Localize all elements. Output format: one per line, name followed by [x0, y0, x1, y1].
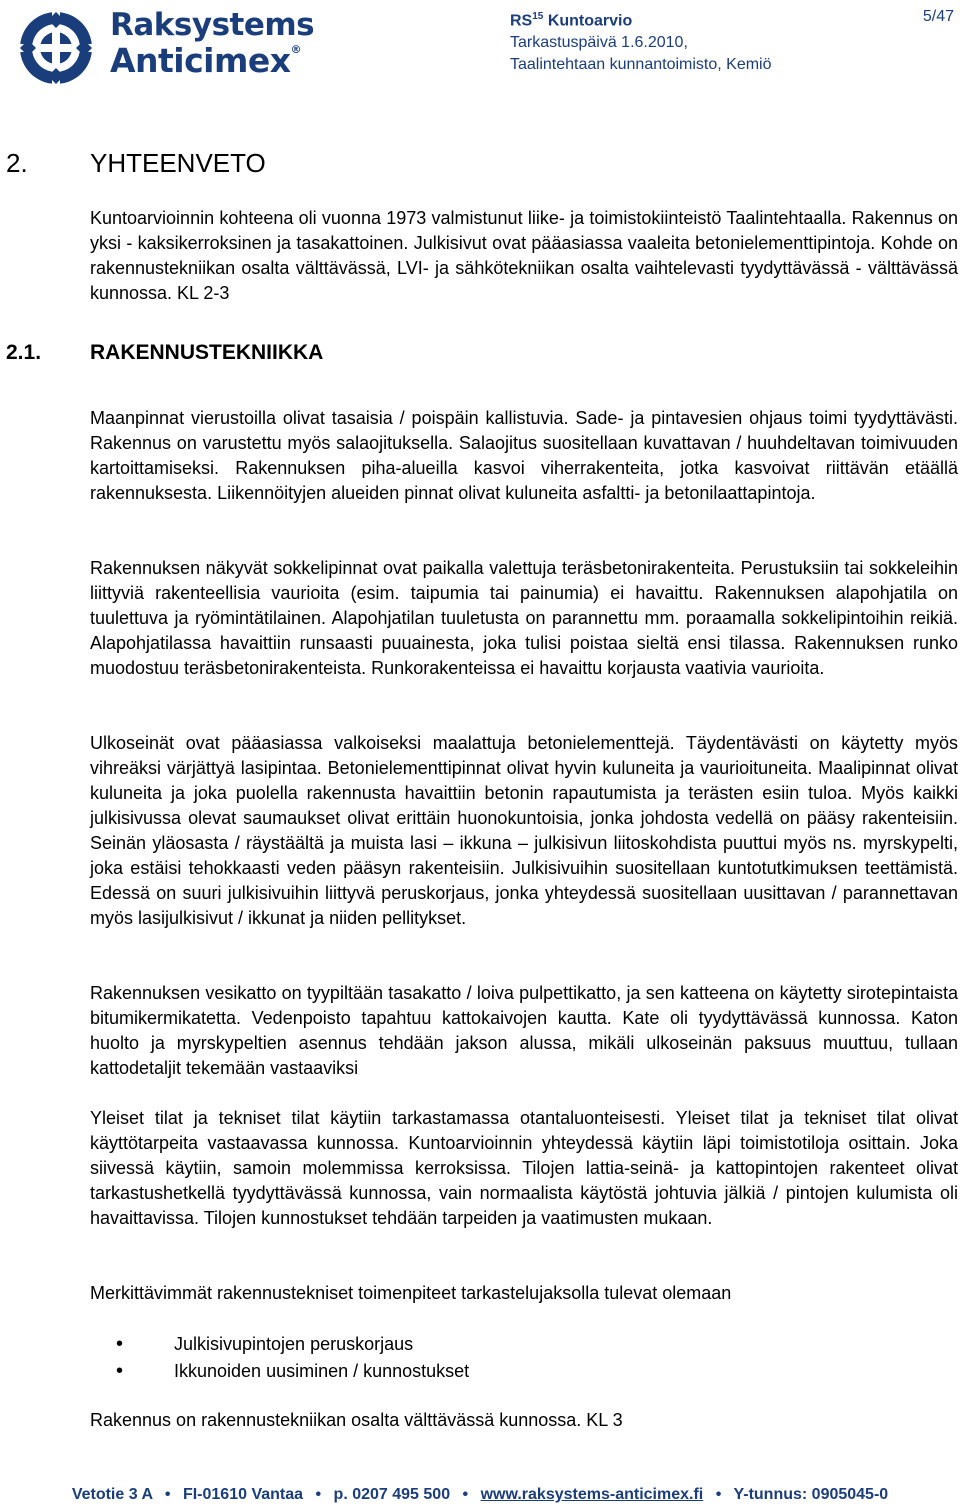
inspection-location: Taalintehtaan kunnantoimisto, Kemiö [510, 56, 772, 74]
paragraph-interiors: Yleiset tilat ja tekniset tilat käytiin tarkastamassa otantaluonteisesti. Yleiset tilat ja tekniset tilat olivat käyttötarpeita vastaavassa kunnossa. Kuntoarvioinnin yhteydessä käytiin läpi toimistotiloja osittain. Joka siivessä käytiin, samoin molemmissa kerroksissa. Tilojen lattia-seinä- ja kattopintojen rakenteet olivat tarkastushetkellä tyydyttävässä kunnossa, vain normaalista käytöstä johtuvia jälkiä / pintojen kulumista oli havaittavissa. Tilojen kunnostukset tehdään tarpeiden ja vaatimusten mukaan. [90, 1108, 958, 1228]
logo-line-anticimex [110, 41, 302, 80]
subsection-number: 2.1. [6, 341, 42, 364]
inspection-date: Tarkastuspäivä 1.6.2010, [510, 34, 688, 52]
measures-list [90, 1331, 950, 1385]
section-title: YHTEENVETO [90, 148, 266, 178]
paragraph-foundation: Rakennuksen näkyvät sokkelipinnat ovat paikalla valettuja teräsbetonirakenteita. Perustuksiin tai sokkeleihin liittyviä rakenteellisia vaurioita (esim. taipumia tai painumia) ei havaittu. Rakennuksen alapohjatila on tuulettuva ja ryömintätilainen. Alapohjatilan tuuletusta on parannettu mm. poraamalla sokkelipintoihin reikiä. Alapohjatilassa havaittiin runsaasti puuainesta, joka tulisi poistaa sieltä ensi tilassa. Rakennuksen runko muodostuu teräsbetonirakenteista. Runkorakenteissa ei havaittu korjausta vaativia vaurioita. [90, 558, 958, 678]
anticimex-emblem-icon [6, 4, 106, 86]
footer-business-id: Y-tunnus: 0905045-0 [733, 1486, 889, 1503]
list-item: • Ikkunoiden uusiminen / kunnostukset [90, 1358, 950, 1385]
report-title [510, 6, 772, 32]
list-item: • Julkisivupintojen peruskorjaus [90, 1331, 950, 1358]
report-title-prefix: RS [510, 12, 533, 30]
report-title-suffix: Kuntoarvio [547, 12, 633, 30]
subsection-title: RAKENNUSTEKNIIKKA [90, 341, 324, 364]
page-footer [0, 1486, 960, 1504]
report-title-sup: 15 [532, 11, 544, 22]
paragraph-facade: Ulkoseinät ovat pääasiassa valkoiseksi maalattuja betonielementtejä. Täydentävästi on käytetty myös vihreäksi värjättyä lasipintaa. Betonielementtipinnat olivat hyvin kuluneita ja vaurioituneita. Maalipinnat olivat kuluneita ja joka puolella rakennusta havaittiin betonin rapautumista ja terästen esiin tuloa. Myös kaikki julkisivussa olevat saumaukset olivat erittäin huonokuntoisia, jonka johdosta vedellä on pääsy rakenteisiin. Seinän yläosasta / räystäältä ja muista lasi – ikkuna – julkisivun liitoskohdista puuttui myös ns. myrskypelti, joka estäisi tehokkaasti veden pääsyn rakenteisiin. Julkisivuihin suositellaan kuntotutkimuksen teettämistä. Edessä on suuri julkisivuihin liittyvä peruskorjaus, jonka yhteydessä suositellaan uusittavan / parannettavan myös lasijulkisivut / ikkunat ja niiden pellitykset. [90, 733, 958, 928]
footer-postal: FI-01610 Vantaa [182, 1486, 304, 1503]
footer-separator: • [315, 1486, 322, 1503]
paragraph-roof: Rakennuksen vesikatto on tyypiltään tasakatto / loiva pulpettikatto, ja sen katteena on käytetty sirotepintaista bitumikermikatetta. Vedenpoisto tapahtuu kattokaivojen kautta. Kate oli tyydyttävässä kunnossa. Katon huolto ja myrskypeltien asennus tehdään jakson alussa, mikäli ulkoseinän paksuus muuttuu, tullaan kattodetaljit tekemään vastaaviksi [90, 983, 958, 1078]
company-logo [6, 4, 326, 86]
registered-mark: ® [290, 43, 302, 56]
report-header [510, 6, 772, 76]
footer-phone: p. 0207 495 500 [333, 1486, 451, 1503]
conclusion: Rakennus on rakennustekniikan osalta välttävässä kunnossa. KL 3 [90, 1410, 623, 1430]
paragraph-ground: Maanpinnat vierustoilla olivat tasaisia / poispäin kallistuvia. Sade- ja pintavesien ohjaus toimi tyydyttävästi. Rakennus on varustettu myös salaojituksella. Salaojitus suositellaan kuvattavan / huuhdeltavan toimivuuden kartoittamiseksi. Rakennuksen piha-alueilla kasvoi viherrakenteita, jotka kasvoivat riittävän etäällä rakennuksesta. Liikennöityjen alueiden pinnat olivat kuluneita asfaltti- ja betonilaattapintoja. [90, 408, 958, 503]
section-number: 2. [6, 148, 28, 178]
footer-separator: • [164, 1486, 171, 1503]
page-number: 5/47 [922, 8, 954, 25]
section-intro: Kuntoarvioinnin kohteena oli vuonna 1973 valmistunut liike- ja toimistokiinteistö Taalintehtaalla. Rakennus on yksi - kaksikerroksinen ja tasakattoinen. Julkisivut ovat pääasiassa vaaleita betonielementtipintoja. Kohde on rakennustekniikan osalta välttävässä, LVI- ja sähkötekniikan osalta vaihtelevasti tyydyttävässä - välttävässä kunnossa. KL 2-3 [90, 208, 958, 303]
paragraph-measures-intro: Merkittävimmät rakennustekniset toimenpiteet tarkastelujaksolla tulevat olemaan [90, 1283, 732, 1303]
logo-line-anticimex-text: Anticimex [110, 41, 291, 80]
footer-separator: • [462, 1486, 469, 1503]
logo-line-raksystems: Raksystems [110, 7, 315, 43]
footer-address: Vetotie 3 A [71, 1486, 153, 1503]
footer-website-link[interactable]: www.raksystems-anticimex.fi [480, 1486, 704, 1503]
footer-separator: • [715, 1486, 722, 1503]
